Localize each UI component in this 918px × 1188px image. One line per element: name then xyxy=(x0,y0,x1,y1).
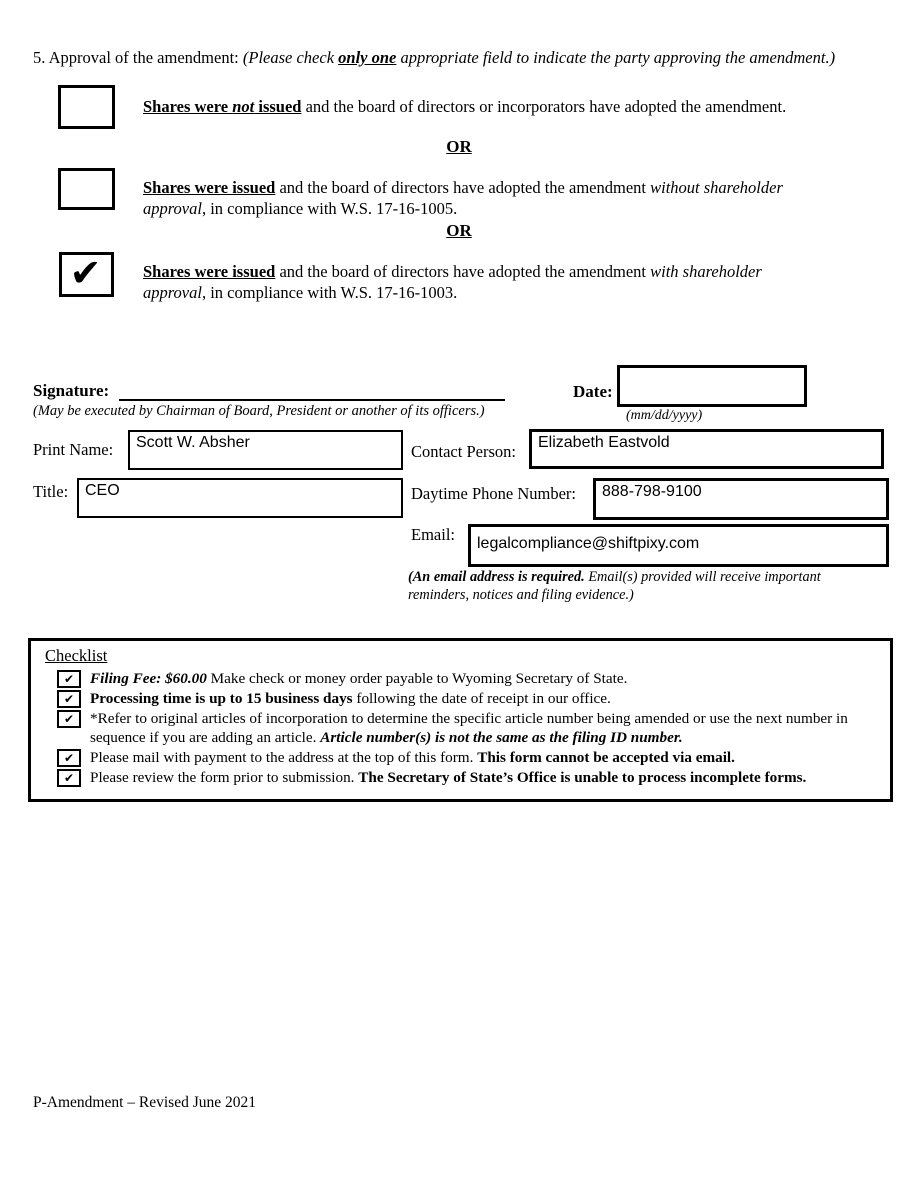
option1-lead-pre: Shares were xyxy=(143,97,233,116)
section5-heading-text: 5. Approval of the amendment: xyxy=(33,48,243,67)
option2-tail: , in compliance with W.S. 17-16-1005. xyxy=(201,199,458,218)
option2-lead: Shares were issued xyxy=(143,178,276,197)
option2-emphasis-line2: approval xyxy=(143,199,202,218)
section5-heading-note-pre: (Please check xyxy=(242,48,339,67)
option1-checkbox[interactable] xyxy=(58,85,115,129)
print-name-label: Print Name: xyxy=(33,440,114,459)
option2-body: and the board of directors have adopted the amendment xyxy=(275,178,651,197)
checklist-item-emphasis: The Secretary of State’s Office is unable to process incomplete forms. xyxy=(358,769,807,786)
checkmark-icon: ✔ xyxy=(57,749,81,767)
print-name-input[interactable]: Scott W. Absher xyxy=(128,430,403,470)
checklist-item-emphasis: This form cannot be accepted via email. xyxy=(477,749,735,766)
option3-text xyxy=(143,261,903,303)
checklist-item-mail-payment xyxy=(31,748,890,767)
or-label-1: OR xyxy=(446,137,472,156)
option3-lead: Shares were issued xyxy=(143,262,276,281)
option3-emphasis-line1: with shareholder xyxy=(650,262,762,281)
phone-label: Daytime Phone Number: xyxy=(411,484,576,503)
date-format-hint: (mm/dd/yyyy) xyxy=(626,408,703,423)
contact-person-label: Contact Person: xyxy=(411,442,516,461)
checklist-item-article-number xyxy=(31,709,890,747)
title-label: Title: xyxy=(33,482,69,501)
option2-checkbox[interactable] xyxy=(58,168,115,210)
checkmark-icon: ✔ xyxy=(57,690,81,708)
or-label-2: OR xyxy=(446,221,472,240)
option2-emphasis-line1: without shareholder xyxy=(650,178,783,197)
option3-checkbox-checked[interactable] xyxy=(59,252,114,297)
email-required-note xyxy=(408,568,858,604)
section5-heading-note-emphasis: only one xyxy=(338,48,397,67)
date-label: Date: xyxy=(573,382,613,401)
section5-heading xyxy=(33,48,835,68)
checklist-item-text xyxy=(90,748,890,767)
checklist-item-rest: following the date of receipt in our office. xyxy=(352,690,611,707)
option3-tail: , in compliance with W.S. 17-16-1003. xyxy=(201,283,458,302)
email-label: Email: xyxy=(411,525,455,544)
checklist-item-processing-time xyxy=(31,689,890,708)
option3-emphasis-line2: approval xyxy=(143,283,202,302)
contact-person-input[interactable]: Elizabeth Eastvold xyxy=(529,429,884,469)
checklist-item-pre: *Refer to original articles of incorporation to determine the specific article number being amended or use the next number in sequence if you are adding an article. xyxy=(90,710,848,746)
email-note-rest: Email(s) provided will receive important reminders, notices and filing evidence.) xyxy=(408,569,821,603)
signature-label: Signature: xyxy=(33,381,110,400)
signature-note: (May be executed by Chairman of Board, President or another of its officers.) xyxy=(33,403,485,419)
title-input[interactable]: CEO xyxy=(77,478,403,518)
checklist-item-text xyxy=(90,709,890,747)
email-note-bold: (An email address is required. xyxy=(408,569,585,585)
checkmark-icon: ✔ xyxy=(69,250,102,295)
or-divider-2 xyxy=(0,221,918,241)
option3-body: and the board of directors have adopted the amendment xyxy=(275,262,651,281)
option1-lead-post: issued xyxy=(254,97,302,116)
email-input[interactable]: legalcompliance@shiftpixy.com xyxy=(468,524,889,567)
checkmark-icon: ✔ xyxy=(57,769,81,787)
checkmark-icon: ✔ xyxy=(57,670,81,688)
option2-text xyxy=(143,177,903,219)
checklist-item-text xyxy=(90,669,890,688)
option1-body: and the board of directors or incorporators have adopted the amendment. xyxy=(301,97,787,116)
checklist-item-rest: Make check or money order payable to Wyoming Secretary of State. xyxy=(206,670,628,687)
form-revision-footer: P-Amendment – Revised June 2021 xyxy=(33,1094,257,1111)
checklist-item-filing-fee xyxy=(31,669,890,688)
section5-heading-note-post: appropriate field to indicate the party approving the amendment.) xyxy=(396,48,836,67)
checklist-item-emphasis: Article number(s) is not the same as the filing ID number. xyxy=(320,729,683,746)
checklist-item-text xyxy=(90,689,890,708)
checklist-item-emphasis: Filing Fee: $60.00 xyxy=(90,670,207,687)
checklist-item-text xyxy=(90,768,890,787)
checklist-title: Checklist xyxy=(45,646,108,665)
signature-line[interactable] xyxy=(119,378,505,401)
checklist-item-pre: Please review the form prior to submission. xyxy=(90,769,359,786)
date-input[interactable] xyxy=(617,365,807,407)
checklist-box xyxy=(28,638,893,802)
option1-lead-emphasis: not xyxy=(232,97,255,116)
checklist-item-emphasis: Processing time is up to 15 business days xyxy=(90,690,353,707)
checklist-item-pre: Please mail with payment to the address at the top of this form. xyxy=(90,749,478,766)
option1-text xyxy=(143,96,903,117)
phone-input[interactable]: 888-798-9100 xyxy=(593,478,889,520)
or-divider-1 xyxy=(0,137,918,157)
checklist-item-review-form xyxy=(31,768,890,787)
checkmark-icon: ✔ xyxy=(57,710,81,728)
